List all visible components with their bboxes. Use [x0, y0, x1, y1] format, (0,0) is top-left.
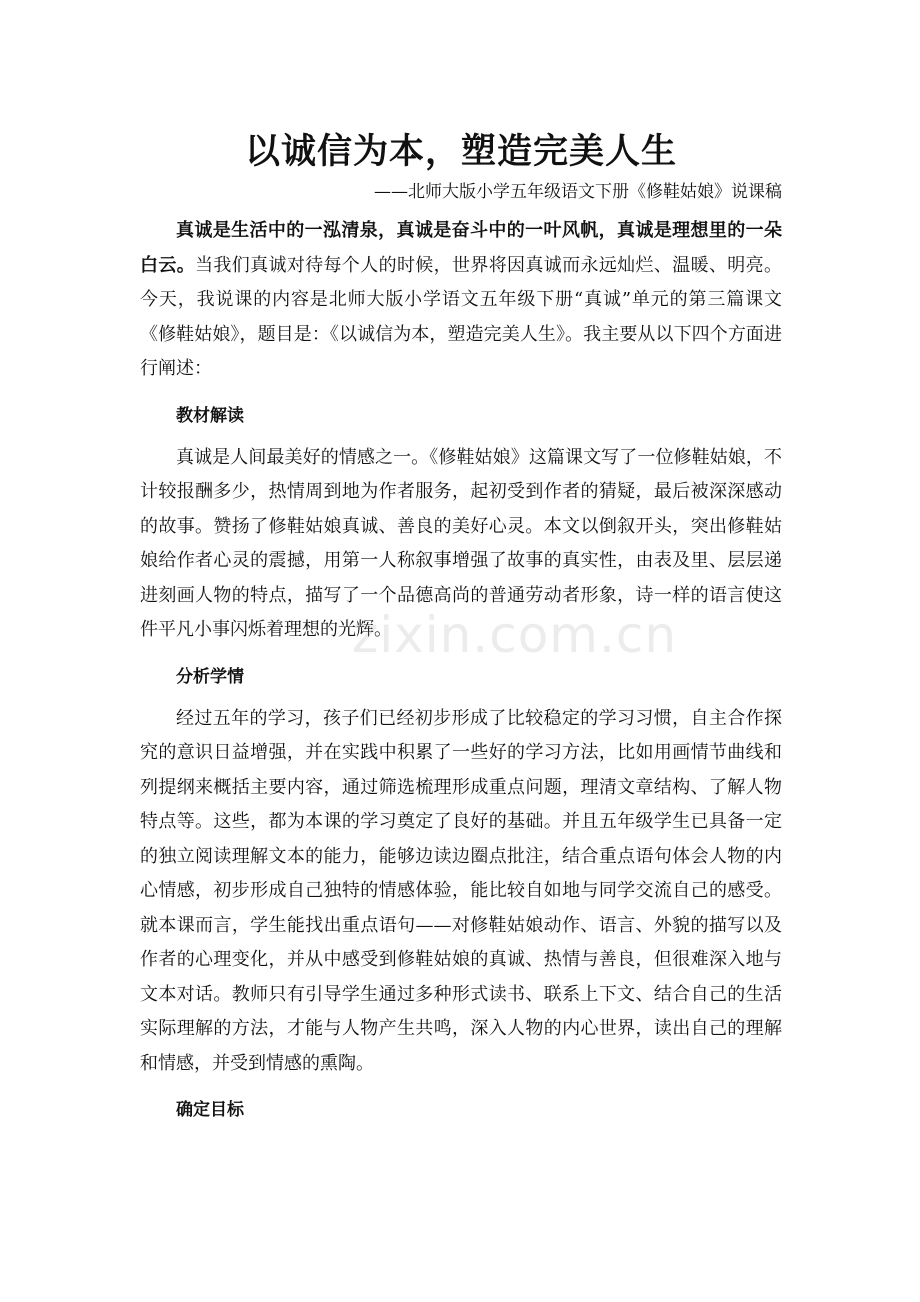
watermark-text: zixin.com.cn [352, 606, 678, 664]
intro-lead-sentence: 真诚是生活中的一泓清泉，真诚是奋斗中的一叶风帆，真诚是理想里的一朵白云。 [140, 220, 782, 276]
document-page [140, 128, 782, 1127]
section-heading-students: 分析学情 [176, 666, 244, 687]
section-heading-objectives: 确定目标 [176, 1100, 244, 1120]
section-heading-textbook: 教材解读 [176, 405, 244, 426]
document-subtitle: ——北师大版小学五年级语文下册《修鞋姑娘》说课稿 [374, 182, 782, 202]
section-paragraph-textbook: 真诚是人间最美好的情感之一。《修鞋姑娘》这篇课文写了一位修鞋姑娘，不计较报酬多少，热情周到地为作者服务，起初受到作者的猜疑，最后被深深感动的故事。赞扬了修鞋姑娘真诚、善良的美好心灵。本文以倒叙开头，突出修鞋姑娘给作者心灵的震撼，用第一人称叙事增强了故事的真实性，由表及里、层层递进刻画人物的特点，描写了一个品德高尚的普通劳动者形象，诗一样的语言使这件平凡小事闪烁着理想的光辉。 [140, 446, 782, 640]
intro-paragraph [140, 214, 782, 387]
intro-body-text: 当我们真诚对待每个人的时候，世界将因真诚而永远灿烂、温暖、明亮。今天，我说课的内容是北师大版小学语文五年级下册“真诚”单元的第三篇课文《修鞋姑娘》，题目是：《以诚信为本，塑造完美人生》。我主要从以下四个方面进行阐述： [140, 254, 783, 379]
section-paragraph-students: 经过五年的学习，孩子们已经初步形成了比较稳定的学习习惯，自主合作探究的意识日益增强，并在实践中积累了一些好的学习方法，比如用画情节曲线和列提纲来概括主要内容，通过筛选梳理形成重点问题，理清文章结构、了解人物特点等。这些，都为本课的学习奠定了良好的基础。并且五年级学生已具备一定的独立阅读理解文本的能力，能够边读边圈点批注，结合重点语句体会人物的内心情感，初步形成自己独特的情感体验，能比较自如地与同学交流自己的感受。就本课而言，学生能找出重点语句——对修鞋姑娘动作、语言、外貌的描写以及作者的心理变化，并从中感受到修鞋姑娘的真诚、热情与善良，但很难深入地与文本对话。教师只有引导学生通过多种形式读书、联系上下文、结合自己的生活实际理解的方法，才能与人物产生共鸣，深入人物的内心世界，读出自己的理解和情感，并受到情感的熏陶。 [140, 707, 782, 1074]
document-title: 以诚信为本，塑造完美人生 [244, 132, 677, 172]
